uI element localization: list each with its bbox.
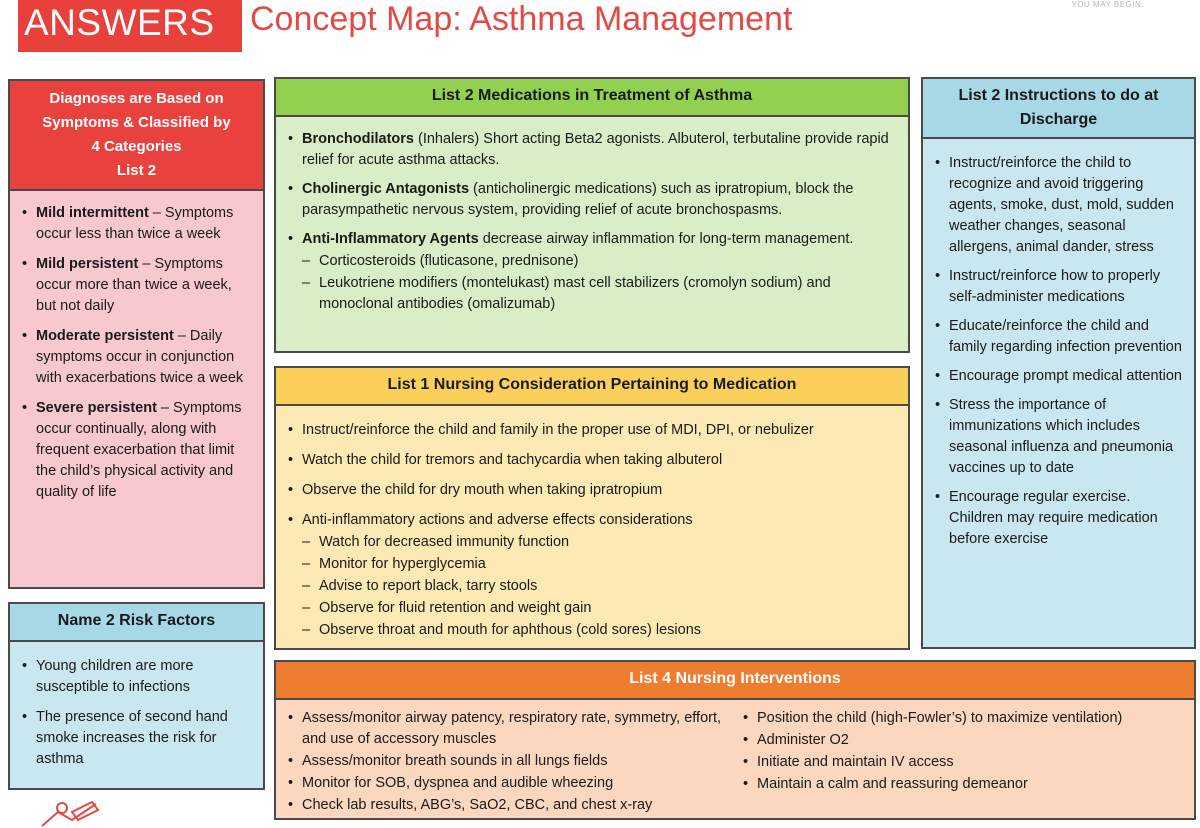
list-item: • Educate/reinforce the child and family regarding infection prevention xyxy=(933,316,1184,358)
list-item: • Anti-inflammatory actions and adverse effects considerations – Watch for decreased immunity function – Monitor for hyperglycemia – Advise to report black, tarry stools – Observe for fluid retention and weight gain – Observe throat and mouth for aphthous (cold sores) lesions xyxy=(286,510,898,641)
sub-list-item: – Leukotriene modifiers (montelukast) mast cell stabilizers (cromolyn sodium) and monoclonal antibodies (omalizumab) xyxy=(302,273,898,315)
risk-factors-box xyxy=(8,602,265,790)
list-item: • Mild persistent – Symptoms occur more than twice a week, but not daily xyxy=(20,254,253,317)
discharge-heading: List 2 Instructions to do at Discharge xyxy=(923,79,1194,139)
discharge-box xyxy=(921,77,1196,649)
diagnoses-heading: Diagnoses are Based on Symptoms & Classified by 4 Categories List 2 xyxy=(10,81,263,191)
list-item: • Monitor for SOB, dyspnea and audible wheezing xyxy=(286,773,741,794)
top-note: YOU MAY BEGIN. xyxy=(1071,0,1144,9)
sub-list-item: – Watch for decreased immunity function xyxy=(302,532,898,553)
list-item: • Administer O2 xyxy=(741,730,1181,751)
list-item: • Position the child (high-Fowler’s) to maximize ventilation) xyxy=(741,708,1181,729)
list-item: • Instruct/reinforce how to properly self-administer medications xyxy=(933,266,1184,308)
list-item: • Watch the child for tremors and tachycardia when taking albuterol xyxy=(286,450,898,471)
sub-list-item: – Corticosteroids (fluticasone, prednisone) xyxy=(302,251,898,272)
list-item: • Assess/monitor breath sounds in all lungs fields xyxy=(286,751,741,772)
list-item: • Stress the importance of immunizations which includes seasonal influenza and pneumonia vaccines up to date xyxy=(933,395,1184,479)
medications-heading: List 2 Medications in Treatment of Asthma xyxy=(276,79,908,117)
interventions-box xyxy=(274,660,1196,820)
list-item: • Severe persistent – Symptoms occur continually, along with frequent exacerbation that limit the child’s physical activity and quality of life xyxy=(20,398,253,503)
logo-icon xyxy=(38,800,108,828)
list-item: • Mild intermittent – Symptoms occur less than twice a week xyxy=(20,203,253,245)
list-item: • Initiate and maintain IV access xyxy=(741,752,1181,773)
medications-box xyxy=(274,77,910,353)
list-item: • Cholinergic Antagonists (anticholinergic medications) such as ipratropium, block the parasympathetic nervous system, providing relief of acute bronchospasms. xyxy=(286,179,898,221)
sub-list-item: – Advise to report black, tarry stools xyxy=(302,576,898,597)
list-item: • Instruct/reinforce the child and family in the proper use of MDI, DPI, or nebulizer xyxy=(286,420,898,441)
list-item: • Observe the child for dry mouth when taking ipratropium xyxy=(286,480,898,501)
interventions-heading: List 4 Nursing Interventions xyxy=(276,662,1194,700)
answers-badge: ANSWERS xyxy=(18,0,242,52)
list-item: • The presence of second hand smoke increases the risk for asthma xyxy=(20,707,253,770)
list-item: • Moderate persistent – Daily symptoms occur in conjunction with exacerbations twice a week xyxy=(20,326,253,389)
sub-list-item: – Observe for fluid retention and weight gain xyxy=(302,598,898,619)
list-item: • Assess/monitor airway patency, respiratory rate, symmetry, effort, and use of accessory muscles xyxy=(286,708,741,750)
list-item: • Encourage prompt medical attention xyxy=(933,366,1184,387)
sub-list-item: – Observe throat and mouth for aphthous (cold sores) lesions xyxy=(302,620,898,641)
list-item: • Maintain a calm and reassuring demeanor xyxy=(741,774,1181,795)
diagnoses-box xyxy=(8,79,265,589)
list-item: • Encourage regular exercise. Children may require medication before exercise xyxy=(933,487,1184,550)
list-item: • Young children are more susceptible to infections xyxy=(20,656,253,698)
page-title: Concept Map: Asthma Management xyxy=(250,0,793,38)
list-item: • Anti-Inflammatory Agents decrease airway inflammation for long-term management. – Corticosteroids (fluticasone, prednisone) – Leukotriene modifiers (montelukast) mast cell stabilizers (cromolyn sodium) and monoclonal antibodies (omalizumab) xyxy=(286,229,898,315)
nursing-considerations-box xyxy=(274,366,910,650)
list-item: • Bronchodilators (Inhalers) Short acting Beta2 agonists. Albuterol, terbutaline provide rapid relief for acute asthma attacks. xyxy=(286,129,898,171)
risk-factors-heading: Name 2 Risk Factors xyxy=(10,604,263,642)
list-item: • Check lab results, ABG’s, SaO2, CBC, and chest x-ray xyxy=(286,795,741,816)
list-item: • Instruct/reinforce the child to recognize and avoid triggering agents, smoke, dust, mold, sudden weather changes, seasonal allergens, animal dander, stress xyxy=(933,153,1184,258)
nursing-considerations-heading: List 1 Nursing Consideration Pertaining to Medication xyxy=(276,368,908,406)
sub-list-item: – Monitor for hyperglycemia xyxy=(302,554,898,575)
